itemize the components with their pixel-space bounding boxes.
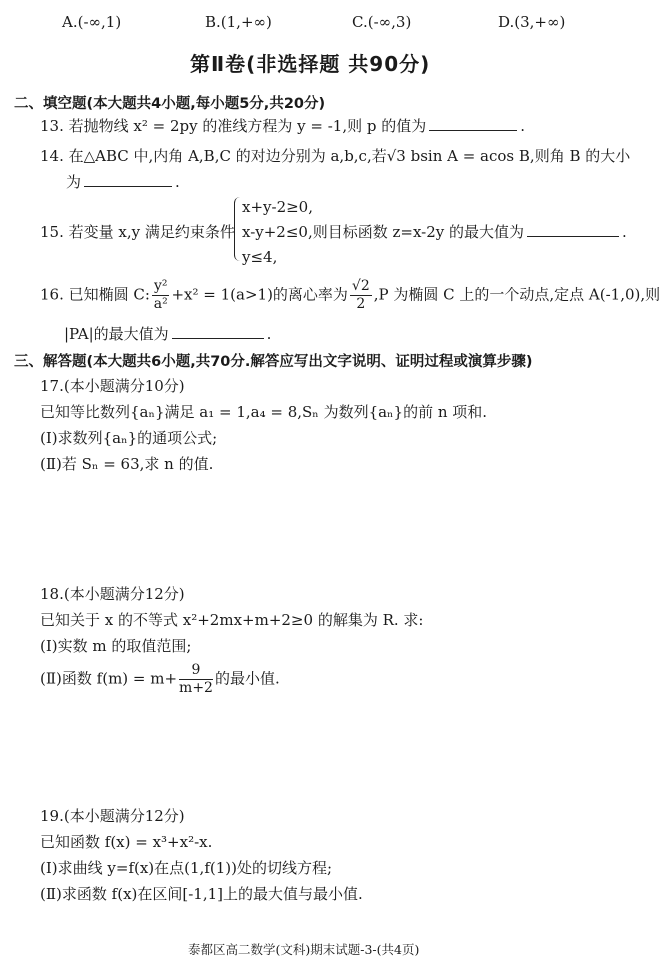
choice-b: B.(1,+∞) bbox=[205, 13, 272, 31]
question-14-line2 bbox=[66, 172, 180, 192]
q15-answer-blank[interactable] bbox=[527, 222, 619, 237]
q16-answer-blank[interactable] bbox=[172, 324, 264, 339]
q18-part2-pre: (Ⅱ)函数 f(m) = m+ bbox=[40, 669, 178, 688]
q16-ecc-den: 2 bbox=[356, 296, 366, 312]
q16-line2-text: |PA|的最大值为 bbox=[64, 325, 169, 343]
q19-part2: (Ⅱ)求函数 f(x)在区间[-1,1]上的最大值与最小值. bbox=[40, 885, 363, 903]
part-title: 第Ⅱ卷(非选择题 共90分) bbox=[190, 52, 431, 76]
q17-stem: 已知等比数列{aₙ}满足 a₁ = 1,a₄ = 8,Sₙ 为数列{aₙ}的前 n 项和. bbox=[40, 403, 488, 421]
q18-heading: 18.(本小题满分12分) bbox=[40, 585, 185, 603]
q16-frac-num: y² bbox=[153, 278, 168, 294]
q15-constraint-2-text: x-y+2≤0, bbox=[242, 223, 313, 241]
q18-stem: 已知关于 x 的不等式 x²+2mx+m+2≥0 的解集为 R. 求: bbox=[40, 611, 424, 629]
q16-pre: 16. 已知椭圆 C: bbox=[40, 285, 150, 304]
q14-end: . bbox=[175, 173, 180, 191]
section-answer-heading: 三、解答题(本大题共6小题,共70分.解答应写出文字说明、证明过程或演算步骤) bbox=[14, 354, 533, 370]
q17-part1: (Ⅰ)求数列{aₙ}的通项公式; bbox=[40, 429, 218, 447]
question-16-line1 bbox=[40, 278, 660, 313]
q19-stem: 已知函数 f(x) = x³+x²-x. bbox=[40, 833, 213, 851]
page-footer: 泰都区高二数学(文科)期末试题-3-(共4页) bbox=[188, 942, 420, 957]
section-fill-heading: 二、填空题(本大题共4小题,每小题5分,共20分) bbox=[14, 96, 326, 112]
q16-fraction bbox=[152, 278, 170, 313]
choice-a: A.(-∞,1) bbox=[62, 13, 122, 31]
q18-frac-num: 9 bbox=[179, 662, 213, 680]
question-13 bbox=[40, 116, 525, 136]
question-14-line1: 14. 在△ABC 中,内角 A,B,C 的对边分别为 a,b,c,若√3 bsin A = acos B,则角 B 的大小 bbox=[40, 147, 631, 165]
q15-mid: 则目标函数 z=x-2y 的最大值为 bbox=[312, 223, 525, 241]
q14-line2-text: 为 bbox=[66, 173, 82, 191]
q18-part2-post: 的最小值. bbox=[214, 669, 280, 688]
q16-post: ,P 为椭圆 C 上的一个动点,定点 A(-1,0),则 bbox=[373, 285, 661, 304]
q17-part2: (Ⅱ)若 Sₙ = 63,求 n 的值. bbox=[40, 455, 214, 473]
q16-mid: +x² = 1(a>1)的离心率为 bbox=[171, 285, 348, 304]
q16-ecc-fraction bbox=[350, 278, 372, 313]
q15-end: . bbox=[622, 223, 627, 241]
q16-end: . bbox=[266, 325, 272, 343]
q17-heading: 17.(本小题满分10分) bbox=[40, 377, 185, 395]
q16-ecc-num: √2 bbox=[351, 278, 370, 294]
q14-answer-blank[interactable] bbox=[84, 172, 172, 187]
q19-part1: (Ⅰ)求曲线 y=f(x)在点(1,f(1))处的切线方程; bbox=[40, 859, 333, 877]
q15-constraint-3: y≤4, bbox=[242, 248, 278, 266]
q15-constraint-1: x+y-2≥0, bbox=[242, 198, 313, 216]
choice-d: D.(3,+∞) bbox=[498, 13, 566, 31]
q13-answer-blank[interactable] bbox=[429, 116, 517, 131]
question-16-line2 bbox=[64, 324, 271, 344]
q18-fraction bbox=[179, 662, 213, 697]
q18-frac-den: m+2 bbox=[179, 680, 213, 696]
choice-c: C.(-∞,3) bbox=[352, 13, 412, 31]
q13-end: . bbox=[520, 117, 526, 135]
q18-part2 bbox=[40, 662, 280, 697]
q18-part1: (Ⅰ)实数 m 的取值范围; bbox=[40, 637, 192, 655]
q15-constraint-2 bbox=[242, 222, 627, 242]
q15-pre: 15. 若变量 x,y 满足约束条件 bbox=[40, 223, 235, 241]
q19-heading: 19.(本小题满分12分) bbox=[40, 807, 185, 825]
q16-frac-den: a² bbox=[153, 296, 168, 312]
q15-brace bbox=[234, 197, 242, 261]
q13-text: 13. 若抛物线 x² = 2py 的准线方程为 y = -1,则 p 的值为 bbox=[40, 117, 427, 135]
